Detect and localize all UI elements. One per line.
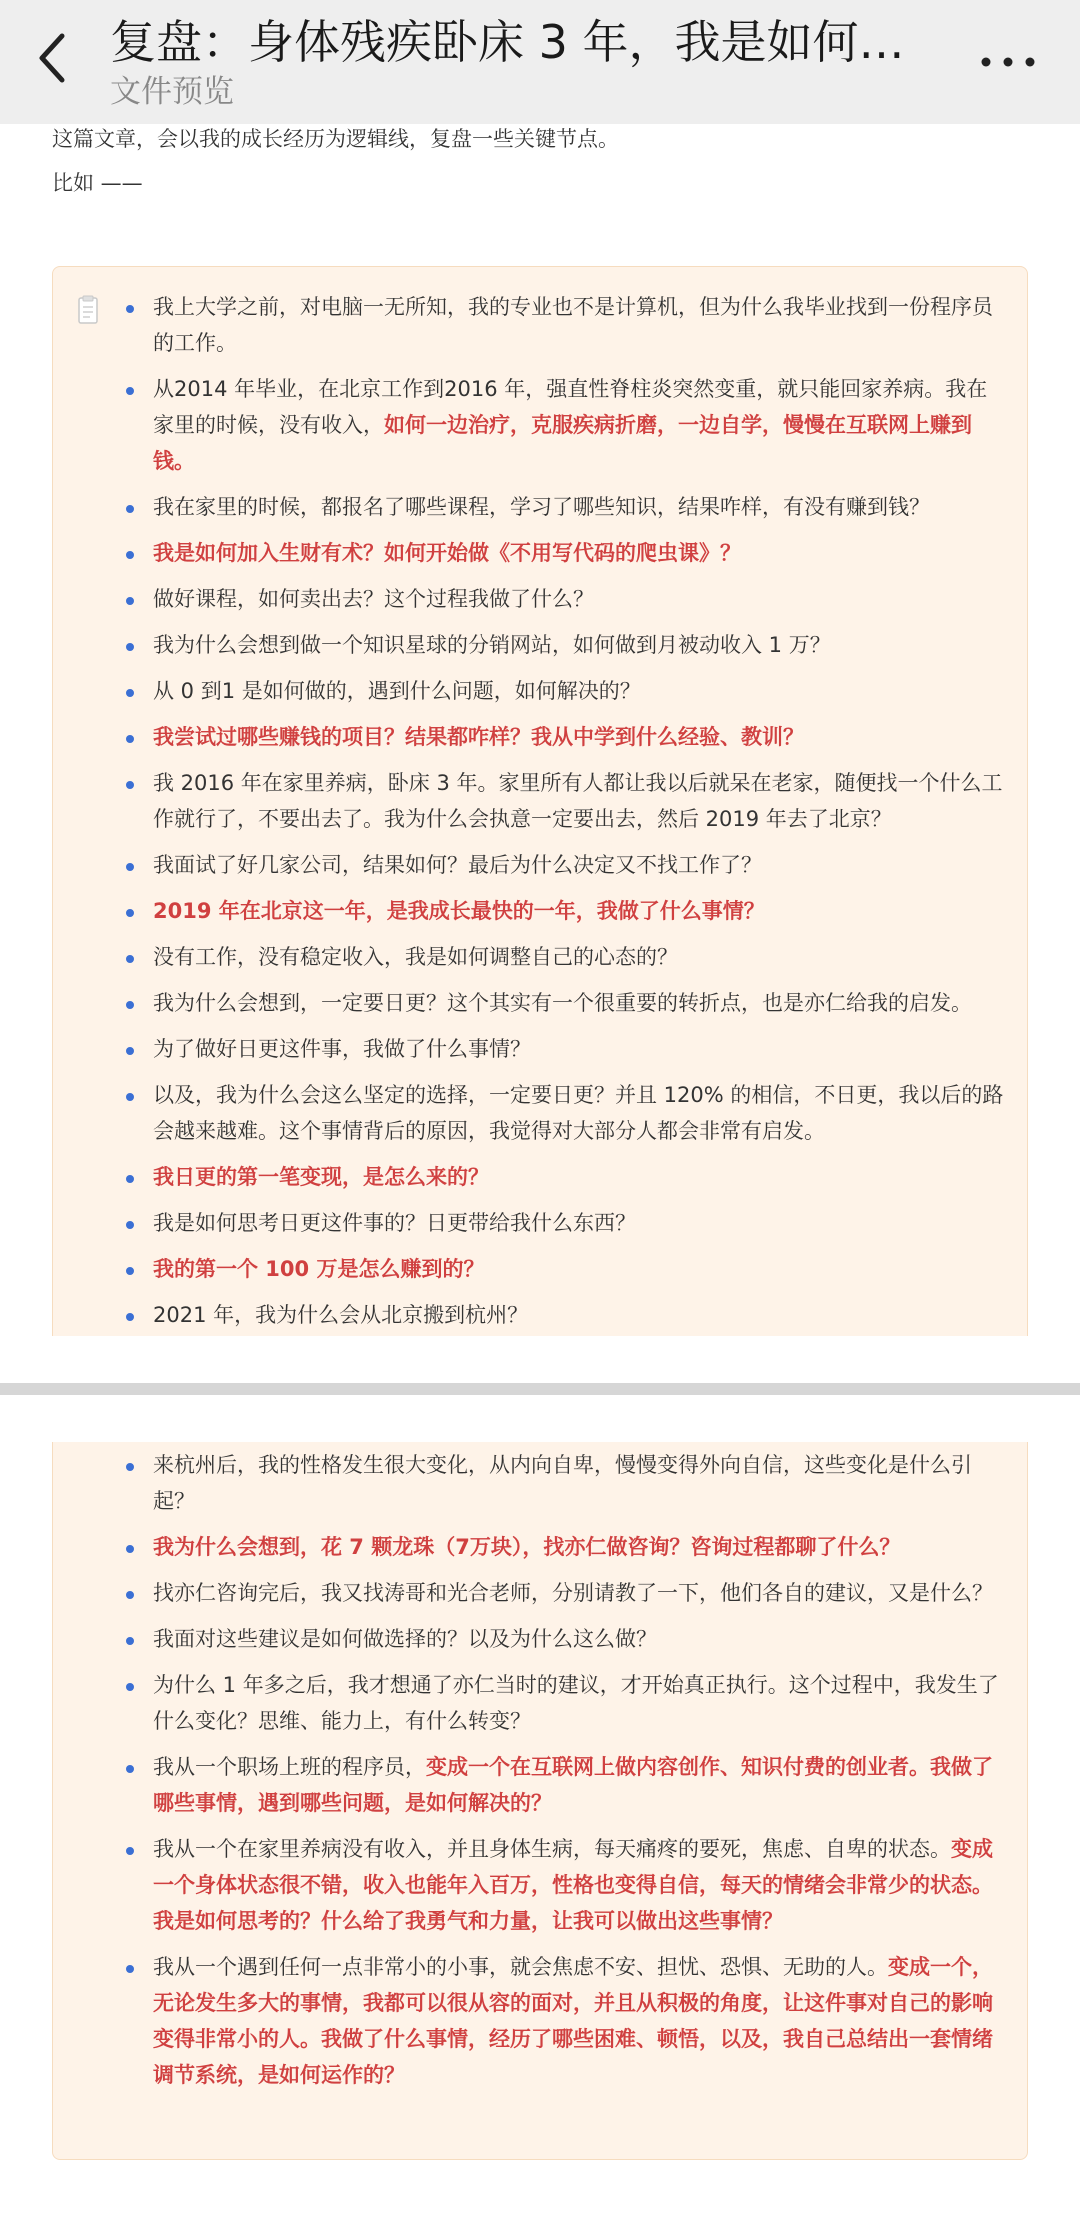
item-text: 以及，我为什么会这么坚定的选择，一定要日更？并且 120% 的相信，不日更，我以后的路会越来越难。这个事情背后的原因，我觉得对大部分人都会非常有启发。 — [153, 1083, 1004, 1143]
list-item — [53, 627, 1029, 663]
list-item — [53, 1949, 1029, 2093]
bullet-dot — [126, 863, 134, 871]
item-text: 我为什么会想到做一个知识星球的分销网站，如何做到月被动收入 1 万？ — [153, 633, 831, 657]
list-item — [53, 985, 1029, 1021]
list-item — [53, 1667, 1029, 1739]
list-item — [53, 893, 1029, 929]
highlighted-text: 我是如何加入生财有术？如何开始做《不用写代码的爬虫课》？ — [153, 541, 741, 565]
list-item — [53, 939, 1029, 975]
item-text: 从 0 到1 是如何做的，遇到什么问题，如何解决的？ — [153, 679, 641, 703]
item-text: 2021 年，我为什么会从北京搬到杭州？ — [153, 1303, 529, 1327]
bullet-dot — [126, 735, 134, 743]
list-item — [53, 489, 1029, 525]
bullet-dot — [126, 643, 134, 651]
list-item — [53, 765, 1029, 837]
bullet-dot — [126, 1267, 134, 1275]
item-text: 没有工作，没有稳定收入，我是如何调整自己的心态的？ — [153, 945, 678, 969]
page-subtitle: 文件预览 — [110, 74, 234, 110]
bullet-dot — [126, 1175, 134, 1183]
list-item — [53, 847, 1029, 883]
list-item — [53, 289, 1029, 361]
list-item — [53, 581, 1029, 617]
list-item — [53, 1749, 1029, 1821]
bullet-dot — [126, 1591, 134, 1599]
bullet-dot — [126, 1093, 134, 1101]
document-section-2 — [0, 1442, 1080, 2216]
bullet-dot — [126, 551, 134, 559]
highlighted-text: 变成一个身体状态很不错，收入也能年入百万，性格也变得自信，每天的情绪会非常少的状态。我是如何思考的？什么给了我勇气和力量，让我可以做出这些事情？ — [153, 1837, 993, 1933]
bullet-dot — [126, 305, 134, 313]
list-item — [53, 371, 1029, 479]
list-item — [53, 719, 1029, 755]
bullet-dot — [126, 1221, 134, 1229]
item-text: 做好课程，如何卖出去？这个过程我做了什么？ — [153, 587, 594, 611]
callout-box — [52, 266, 1028, 1336]
list-item — [53, 1205, 1029, 1241]
more-horizontal-icon — [970, 36, 1050, 84]
bullet-dot — [126, 387, 134, 395]
intro-paragraph: 这篇文章，会以我的成长经历为逻辑线，复盘一些关键节点。 — [52, 127, 619, 151]
list-item — [53, 1251, 1029, 1287]
list-item — [53, 1297, 1029, 1333]
bullet-list — [53, 1447, 1029, 2103]
highlighted-text: 我的第一个 100 万是怎么赚到的？ — [153, 1257, 485, 1281]
list-item — [53, 1621, 1029, 1657]
list-item — [53, 1031, 1029, 1067]
document-section-1 — [0, 124, 1080, 1336]
bullet-dot — [126, 1463, 134, 1471]
item-text: 我从一个遇到任何一点非常小的小事，就会焦虑不安、担忧、恐惧、无助的人。 — [153, 1955, 888, 1979]
list-item — [53, 673, 1029, 709]
list-item — [53, 1447, 1029, 1519]
item-text: 我面对这些建议是如何做选择的？以及为什么这么做？ — [153, 1627, 657, 1651]
list-item — [53, 1077, 1029, 1149]
chevron-left-icon — [22, 22, 86, 94]
item-text: 我 2016 年在家里养病，卧床 3 年。家里所有人都让我以后就呆在老家，随便找一个什么工作就行了，不要出去了。我为什么会执意一定要出去，然后 2019 年去了北京？ — [153, 771, 1003, 831]
item-text: 我面试了好几家公司，结果如何？最后为什么决定又不找工作了？ — [153, 853, 762, 877]
item-text: 我为什么会想到，一定要日更？这个其实有一个很重要的转折点，也是亦仁给我的启发。 — [153, 991, 972, 1015]
bullet-dot — [126, 781, 134, 789]
item-text: 为什么 1 年多之后，我才想通了亦仁当时的建议，才开始真正执行。这个过程中，我发生了什么变化？思维、能力上，有什么转变？ — [153, 1673, 999, 1733]
bullet-dot — [126, 1637, 134, 1645]
item-text: 我从一个在家里养病没有收入，并且身体生病，每天痛疼的要死，焦虑、自卑的状态。 — [153, 1837, 951, 1861]
app-header — [0, 0, 1080, 124]
list-item — [53, 535, 1029, 571]
item-text: 我是如何思考日更这件事的？日更带给我什么东西？ — [153, 1211, 636, 1235]
highlighted-text: 我尝试过哪些赚钱的项目？结果都咋样？我从中学到什么经验、教训？ — [153, 725, 804, 749]
list-item — [53, 1575, 1029, 1611]
highlighted-text: 我日更的第一笔变现，是怎么来的？ — [153, 1165, 489, 1189]
bullet-dot — [126, 1047, 134, 1055]
bullet-dot — [126, 597, 134, 605]
item-text: 找亦仁咨询完后，我又找涛哥和光合老师，分别请教了一下，他们各自的建议，又是什么？ — [153, 1581, 993, 1605]
list-item — [53, 1159, 1029, 1195]
list-item — [53, 1831, 1029, 1939]
bullet-dot — [126, 955, 134, 963]
bullet-dot — [126, 1001, 134, 1009]
bullet-dot — [126, 909, 134, 917]
bullet-list — [53, 289, 1029, 1336]
intro-lead: 比如 —— — [52, 171, 143, 195]
back-button[interactable] — [22, 22, 86, 94]
item-text: 从2014 年毕业，在北京工作到2016 年，强直性脊柱炎突然变重，就只能回家养病。我在家里的时候，没有收入， — [153, 377, 988, 437]
screenshot-divider — [0, 1383, 1080, 1395]
bullet-dot — [126, 1313, 134, 1321]
highlighted-text: 变成一个，无论发生多大的事情，我都可以很从容的面对，并且从积极的角度，让这件事对自己的影响变得非常小的人。我做了什么事情，经历了哪些困难、顿悟，以及，我自己总结出一套情绪调节系统，是如何运作的？ — [153, 1955, 993, 2087]
item-text: 我上大学之前，对电脑一无所知，我的专业也不是计算机，但为什么我毕业找到一份程序员的工作。 — [153, 295, 993, 355]
item-text: 我从一个职场上班的程序员， — [153, 1755, 426, 1779]
highlighted-text: 变成一个在互联网上做内容创作、知识付费的创业者。我做了哪些事情，遇到哪些问题，是如何解决的？ — [153, 1755, 993, 1815]
highlighted-text: 我为什么会想到，花 7 颗龙珠（7万块），找亦仁做咨询？咨询过程都聊了什么？ — [153, 1535, 901, 1559]
bullet-dot — [126, 505, 134, 513]
bullet-dot — [126, 1847, 134, 1855]
page-title: 复盘：身体残疾卧床 3 年，我是如何… — [110, 15, 905, 69]
item-text: 为了做好日更这件事，我做了什么事情？ — [153, 1037, 531, 1061]
bullet-dot — [126, 1683, 134, 1691]
item-text: 我在家里的时候，都报名了哪些课程，学习了哪些知识，结果咋样，有没有赚到钱？ — [153, 495, 930, 519]
bullet-dot — [126, 689, 134, 697]
highlighted-text: 2019 年在北京这一年，是我成长最快的一年，我做了什么事情？ — [153, 899, 765, 923]
bullet-dot — [126, 1765, 134, 1773]
bullet-dot — [126, 1965, 134, 1973]
list-item — [53, 1529, 1029, 1565]
highlighted-text: 如何一边治疗，克服疾病折磨，一边自学，慢慢在互联网上赚到钱。 — [153, 413, 972, 473]
more-button[interactable] — [970, 36, 1050, 84]
item-text: 来杭州后，我的性格发生很大变化，从内向自卑，慢慢变得外向自信，这些变化是什么引起？ — [153, 1453, 972, 1513]
callout-box — [52, 1442, 1028, 2160]
bullet-dot — [126, 1545, 134, 1553]
